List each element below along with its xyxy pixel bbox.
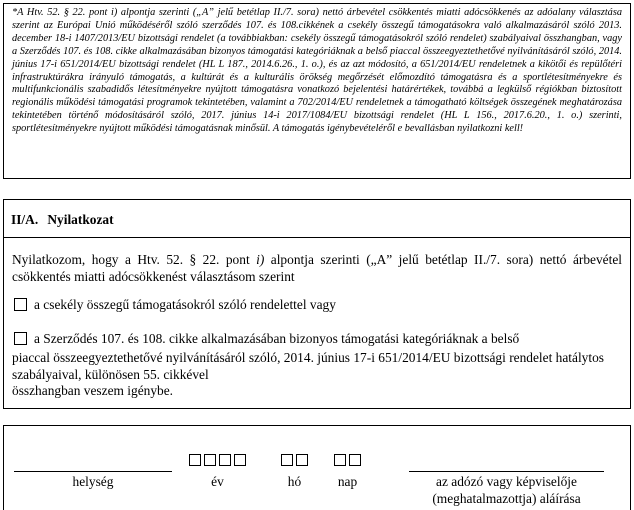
- option-gber-continuation: piaccal összeegyeztethetővé nyilvánításáról szóló, 2014. június 17-i 651/2014/EU bizottsági rendelet hatálytos szabályaival, különösen 55. cikkével: [12, 350, 605, 382]
- signer-label: az adózó vagy képviselője (meghatalmazottja) aláírása: [432, 474, 581, 506]
- footnote-text: *A Htv. 52. § 22. pont i) alpontja szerinti („A” jelű betétlap II./7. sora) nettó árbevétel csökkentés miatti adócsökkenés az adóalany választása szerint az Európai Unió működéséről szóló szerződés 107. és 108.cikkének a csekély összegű támogatásokra való alkalmazásáról szóló 2013. december 18-i 1407/2013/EU bizottsági rendelet (a továbbiakban: csekély összegű támogatásokról szóló rendelet) szabályaival összhangban, vagy a Szerződés 107. és 108. cikke alkalmazásában bizonyos támogatási kategóriáknak a belső piaccal összeegyeztethetővé nyilvánításáról szóló, 2014. június 17-i 651/2014/EU bizottsági rendelet (HL L 187., 2014.6.26., 1. o.), és az azt módosító, a 651/2014/EU rendeletnek a kikötői és repülőtéri infrastruktúrákra irányuló támogatás, a kultúrát és a kulturális örökség megőrzését előmozdító támogatásra és a sportlétesítményekre és multifunkcionális szabadidős létesítményekre nyújtott támogatásra vonatkozó bejelentési határértékek, továbbá a legkülső régiókban biztosított regionális működési támogatási programok tekintetében, valamint a 702/2014/EU rendeletnek a támogatható költségek összegének meghatározása tekintetében történő módosításáról szóló, 2017. június 14-i 2017/1084/EU bizottsági rendelet (HL L 156., 2017.6.20., 1. o.) szerinti, sportlétesítményekre nyújtott működési támogatásnak minősül. A támogatás igénybevételéről e bevallásban nyilatkozni kell!: [12, 7, 622, 135]
- year-boxes[interactable]: [189, 454, 246, 466]
- intro-text-end: alpontja szerinti („A” jelű betétlap II./7. sora) nettó árbevétel csökkentés miatti adócsökkenést választásom szerint: [12, 252, 623, 284]
- year-digit-box[interactable]: [234, 454, 246, 466]
- year-digit-box[interactable]: [219, 454, 231, 466]
- option-de-minimis: [12, 297, 622, 314]
- gber-checkbox[interactable]: [14, 332, 27, 345]
- intro-italic-point: i): [256, 252, 265, 267]
- month-boxes[interactable]: [281, 454, 308, 466]
- declaration-intro: [12, 252, 622, 285]
- option-de-minimis-label: a csekély összegű támogatásokról szóló rendelettel vagy: [34, 297, 336, 312]
- signature-section: [3, 425, 631, 510]
- section-header: [4, 200, 630, 238]
- option-gber: [12, 331, 622, 348]
- year-digit-box[interactable]: [189, 454, 201, 466]
- place-label: helység: [72, 474, 114, 489]
- year-label: év: [211, 474, 224, 489]
- year-digit-box[interactable]: [204, 454, 216, 466]
- section-title: Nyilatkozat: [47, 212, 114, 227]
- day-label: nap: [337, 474, 358, 489]
- month-label: hó: [287, 474, 302, 489]
- section-number: II/A.: [11, 212, 39, 227]
- day-digit-box[interactable]: [349, 454, 361, 466]
- de-minimis-checkbox[interactable]: [14, 298, 27, 311]
- option-gber-label: a Szerződés 107. és 108. cikke alkalmazásában bizonyos támogatási kategóriáknak a belső: [34, 330, 520, 346]
- signature-line[interactable]: [409, 471, 604, 472]
- day-boxes[interactable]: [334, 454, 361, 466]
- month-digit-box[interactable]: [281, 454, 293, 466]
- option-gber-ending: összhangban veszem igénybe.: [12, 383, 174, 398]
- footnote-box: [3, 3, 631, 179]
- intro-text-start: Nyilatkozom, hogy a Htv. 52. § 22. pont: [12, 252, 257, 267]
- day-digit-box[interactable]: [334, 454, 346, 466]
- declaration-section: [3, 199, 631, 409]
- declaration-body: [4, 238, 630, 400]
- place-line[interactable]: [14, 471, 172, 472]
- month-digit-box[interactable]: [296, 454, 308, 466]
